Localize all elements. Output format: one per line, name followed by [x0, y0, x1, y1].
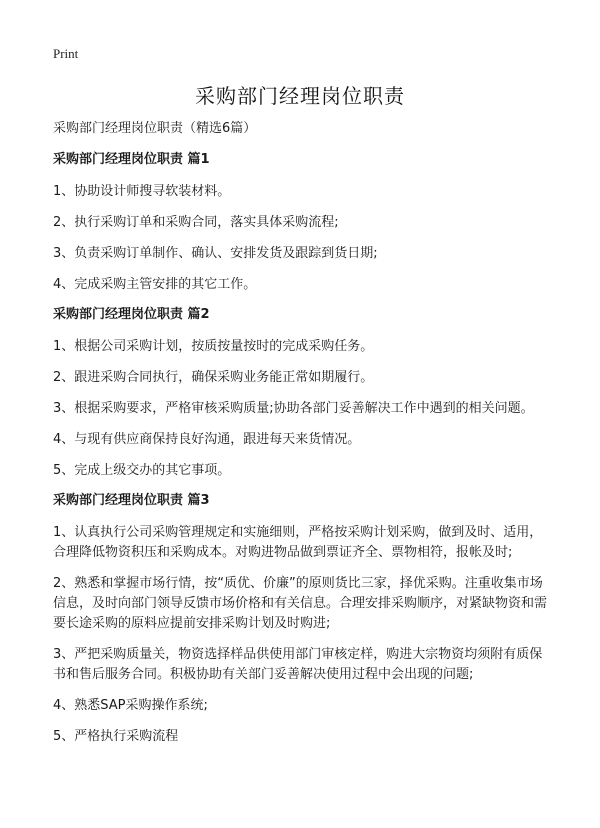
list-item: 2、熟悉和掌握市场行情，按“质优、价廉”的原则货比三家，择优采购。注重收集市场信息，及时向部门领导反馈市场价格和有关信息。合理安排采购顺序，对紧缺物资和需要长途采购的原料应提前安排采购计划及时购进;: [53, 576, 548, 631]
list-item: 1、根据公司采购计划，按质按量按时的完成采购任务。: [53, 339, 374, 354]
list-item: 4、与现有供应商保持良好沟通，跟进每天来货情况。: [53, 432, 361, 447]
page-title: 采购部门经理岗位职责: [195, 84, 405, 108]
list-item: 5、完成上级交办的其它事项。: [53, 463, 231, 478]
section-heading-1: 采购部门经理岗位职责 篇1: [53, 152, 210, 167]
list-item: 1、认真执行公司采购管理规定和实施细则，严格按采购计划采购，做到及时、适用，合理降低物资积压和采购成本。对购进物品做到票证齐全、票物相符，报帐及时;: [53, 525, 543, 560]
list-item: 4、熟悉SAP采购操作系统;: [53, 698, 208, 713]
document-body: [53, 120, 553, 758]
list-item: 3、负责采购订单制作、确认、安排发货及跟踪到货日期;: [53, 246, 378, 261]
list-item: 5、严格执行采购流程: [53, 729, 179, 744]
list-item: 2、跟进采购合同执行，确保采购业务能正常如期履行。: [53, 370, 374, 385]
list-item: 1、协助设计师搜寻软装材料。: [53, 184, 231, 199]
section-heading-2: 采购部门经理岗位职责 篇2: [53, 307, 210, 322]
document-subtitle: 采购部门经理岗位职责（精选6篇）: [53, 121, 257, 136]
list-item: 3、严把采购质量关，物资选择样品供使用部门审核定样，购进大宗物资均须附有质保书和售后服务合同。积极协助有关部门妥善解决使用过程中会出现的问题;: [53, 647, 543, 682]
print-label: Print: [53, 46, 79, 61]
section-heading-3: 采购部门经理岗位职责 篇3: [53, 493, 210, 508]
list-item: 2、执行采购订单和采购合同，落实具体采购流程;: [53, 215, 339, 230]
list-item: 4、完成采购主管安排的其它工作。: [53, 277, 257, 292]
list-item: 3、根据采购要求，严格审核采购质量;协助各部门妥善解决工作中遇到的相关问题。: [53, 401, 534, 416]
